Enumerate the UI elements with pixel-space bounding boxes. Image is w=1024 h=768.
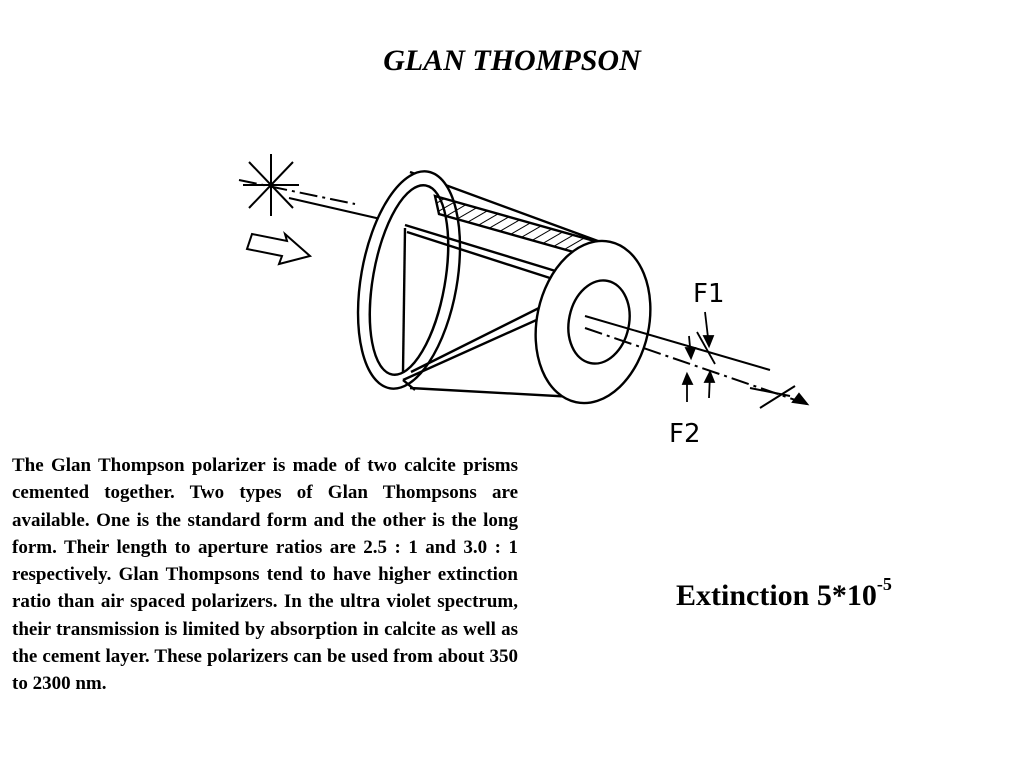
- label-f2: F2: [669, 419, 701, 449]
- offset-markers: [683, 312, 715, 402]
- extinction-exponent: -5: [876, 574, 892, 594]
- description-paragraph: The Glan Thompson polarizer is made of two calcite prisms cemented together. Two types of Glan Thompsons are available. One is the standard form and the other is the long form. Their length to aperture ratios are 2.5 : 1 and 3.0 : 1 respectively. Glan Thompsons tend to have higher extinction ratio than air spaced polarizers. In the ultra violet spectrum, their transmission is limited by absorption in calcite as well as the cement layer. These polarizers can be used from about 350 to 2300 nm.: [12, 455, 518, 695]
- polarizer-housing: [343, 163, 665, 414]
- light-source-star-icon: [243, 154, 299, 216]
- label-f1: F1: [693, 279, 725, 309]
- page-title: GLAN THOMPSON: [383, 44, 641, 77]
- glan-thompson-diagram: [225, 140, 825, 450]
- direction-arrow-icon: [247, 234, 310, 264]
- extinction-value: [676, 574, 1006, 613]
- extinction-label: Extinction 5*10: [676, 579, 877, 612]
